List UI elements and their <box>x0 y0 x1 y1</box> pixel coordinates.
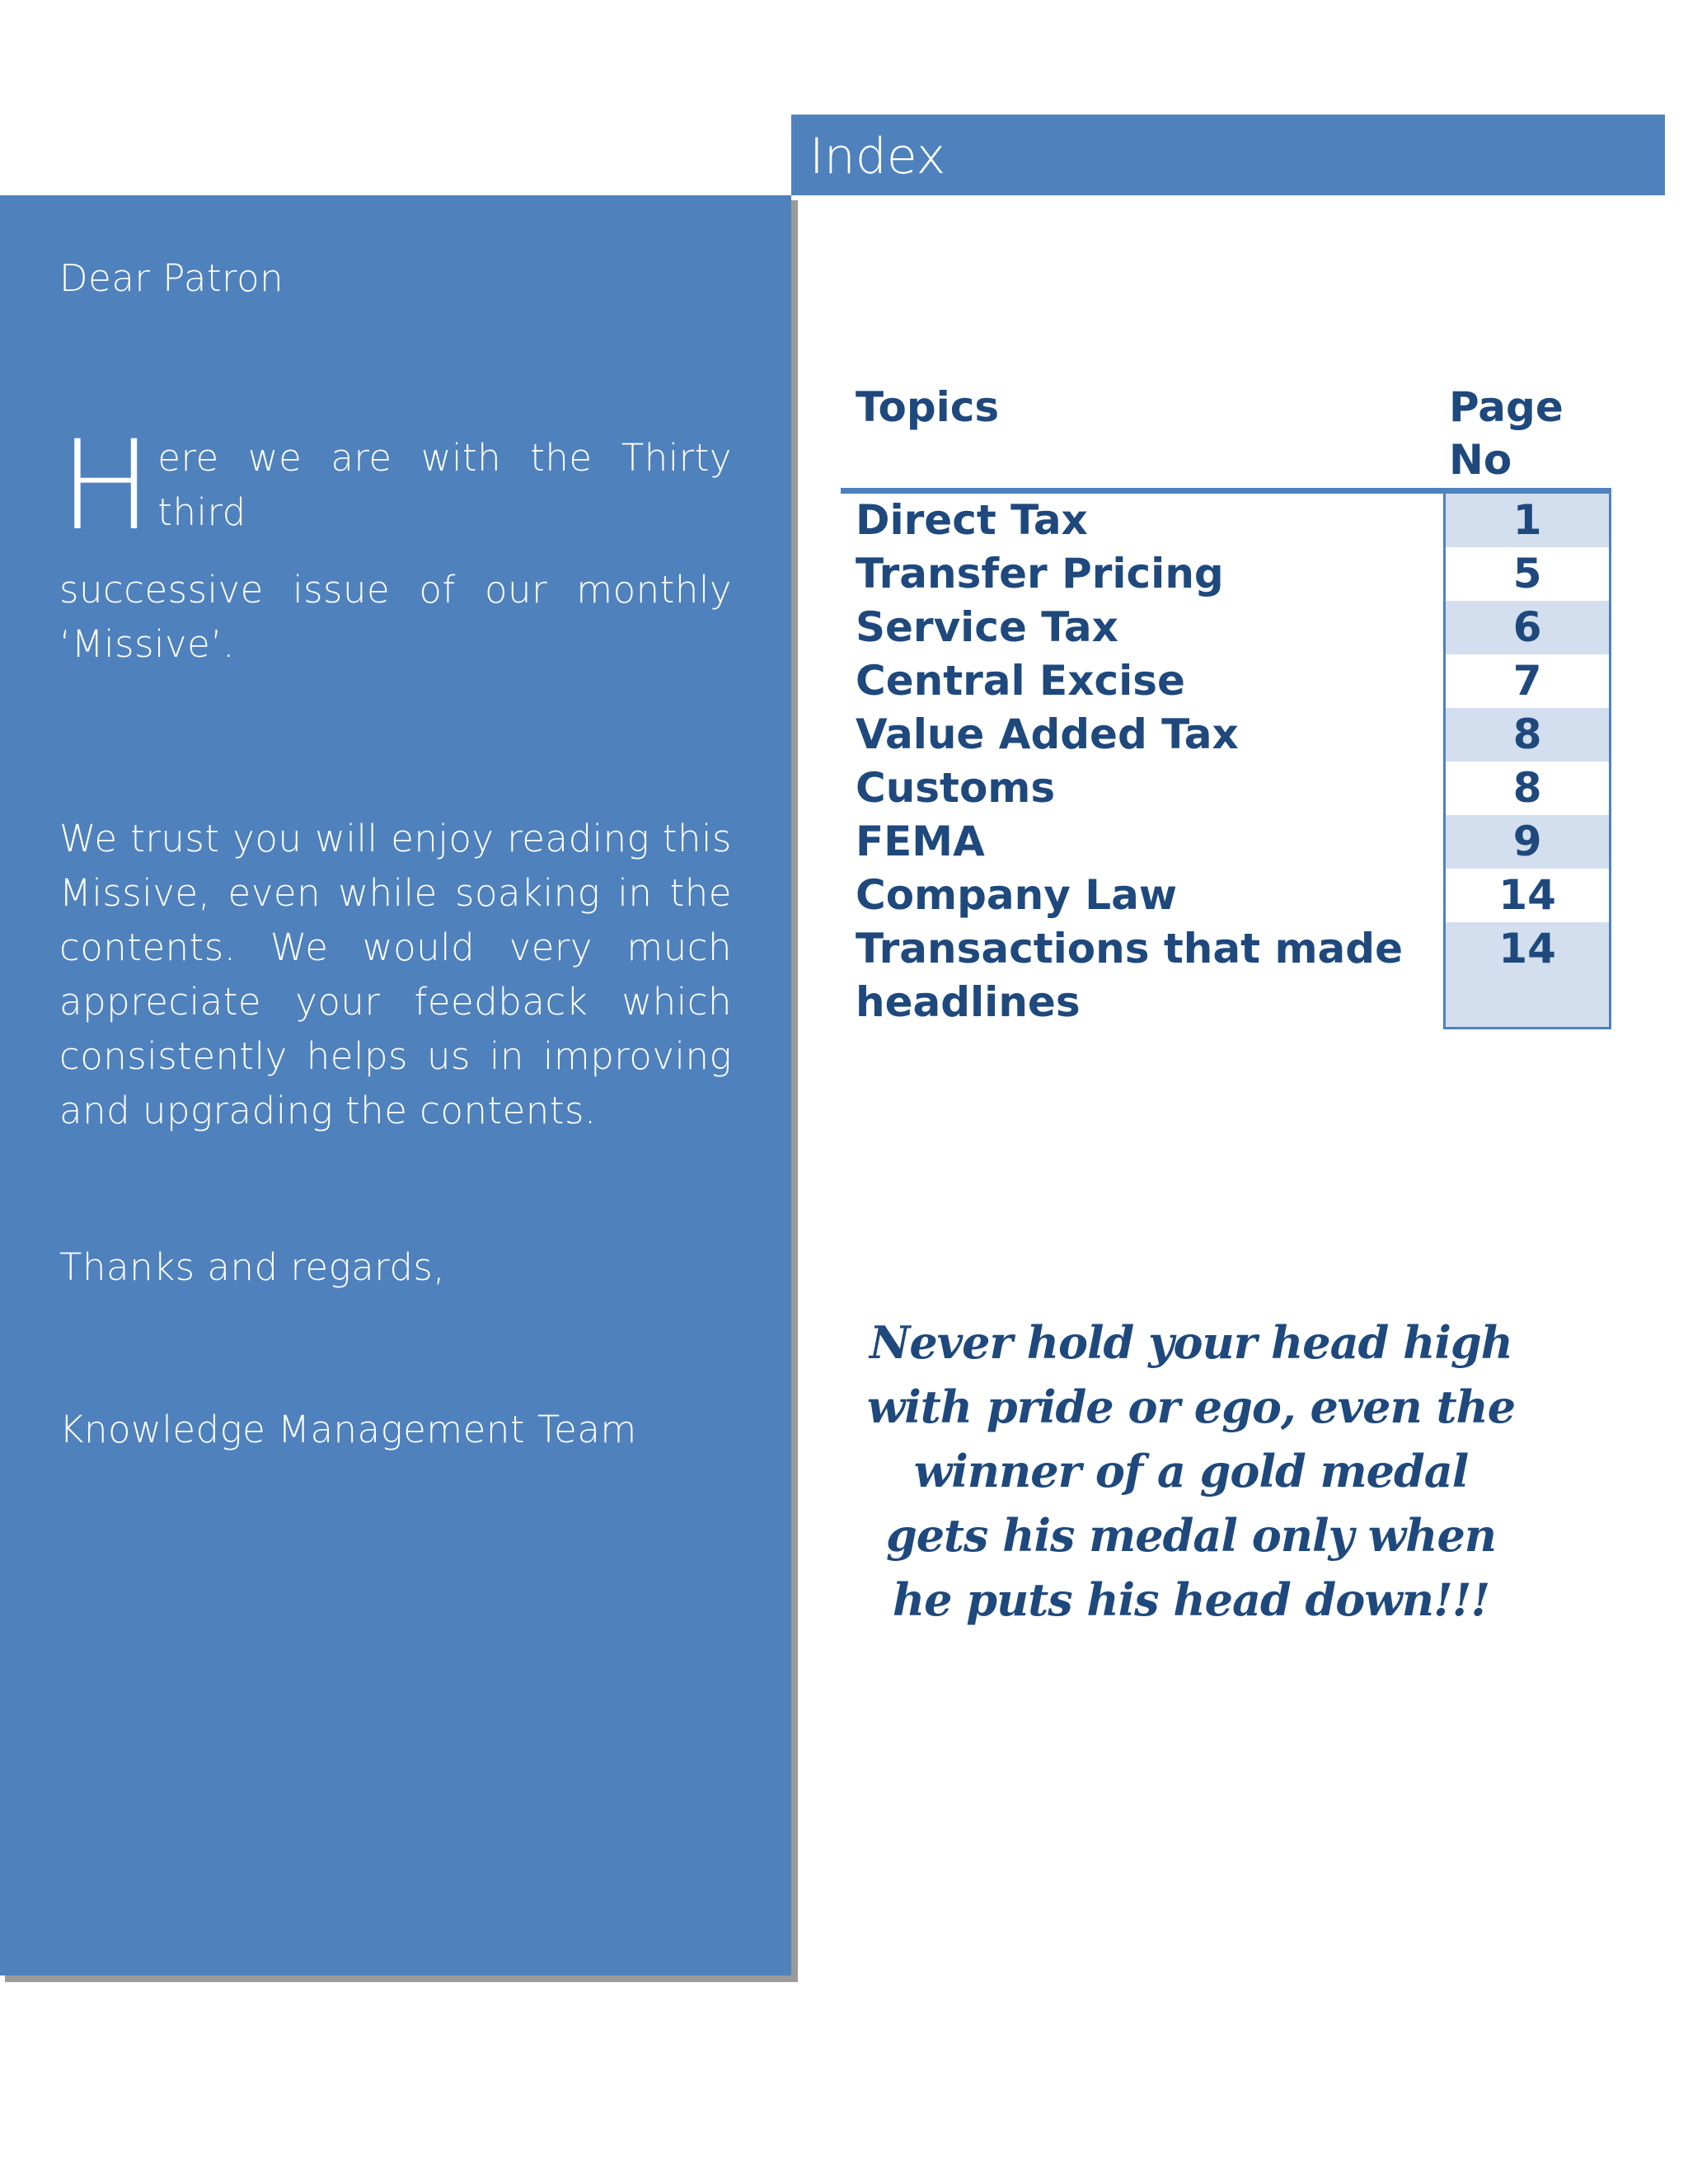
index-row-topic: Service Tax <box>856 603 1118 651</box>
index-row-page: 8 <box>1443 708 1611 762</box>
header-topics: Topics <box>856 383 1000 431</box>
index-row <box>841 869 1611 922</box>
index-row <box>841 547 1611 601</box>
index-row-topic: Customs <box>856 764 1056 812</box>
index-row-page: 6 <box>1443 601 1611 654</box>
letter-signature: Knowledge Management Team <box>59 1408 637 1451</box>
index-row-topic: Transfer Pricing <box>856 550 1224 598</box>
header-page-no: Page No <box>1449 383 1564 484</box>
index-row-topic: FEMA <box>856 818 985 865</box>
index-row <box>841 654 1611 708</box>
letter-closing: Thanks and regards, <box>59 1245 446 1289</box>
index-row-topic: Central Excise <box>856 657 1185 705</box>
index-row-page: 9 <box>1443 815 1611 869</box>
index-row-page: 7 <box>1443 654 1611 708</box>
drop-cap: H <box>59 415 153 558</box>
index-row-page: 5 <box>1443 547 1611 601</box>
index-row <box>841 708 1611 762</box>
index-row <box>841 922 1611 1029</box>
index-row-topic: Direct Tax <box>856 496 1088 544</box>
index-table-body <box>841 494 1611 1029</box>
intro-first-line <box>59 415 732 558</box>
index-row-page: 8 <box>1443 762 1611 815</box>
index-row <box>841 601 1611 654</box>
intro-first-line-text: ere we are with the Thirty third <box>157 436 732 534</box>
index-row-page: 14 <box>1443 922 1611 1029</box>
index-row-page: 1 <box>1443 494 1611 547</box>
index-table-header <box>841 381 1611 494</box>
index-row <box>841 494 1611 547</box>
index-row-topic: Transactions that made headlines <box>856 925 1403 1026</box>
index-title: Index <box>809 128 946 185</box>
quote-text: Never hold your head high with pride or ego, even the winner of a gold medal gets his medal only when he puts his head down!!! <box>866 1316 1516 1626</box>
index-row <box>841 815 1611 869</box>
index-row-topic: Value Added Tax <box>856 710 1239 758</box>
index-row-page: 14 <box>1443 869 1611 922</box>
index-row-topic: Company Law <box>856 871 1178 919</box>
index-row <box>841 762 1611 815</box>
index-table <box>841 381 1611 1029</box>
index-header-bar <box>791 115 1665 195</box>
letter-paragraph-intro <box>59 415 732 672</box>
intro-rest-text: successive issue of our monthly ‘Missive’. <box>59 568 732 666</box>
letter-paragraph-feedback: We trust you will enjoy reading this Missive, even while soaking in the contents. We would very much appreciate your feedback which consistently helps us in improving and upgrading the contents. <box>59 817 732 1132</box>
letter-greeting: Dear Patron <box>59 256 284 300</box>
